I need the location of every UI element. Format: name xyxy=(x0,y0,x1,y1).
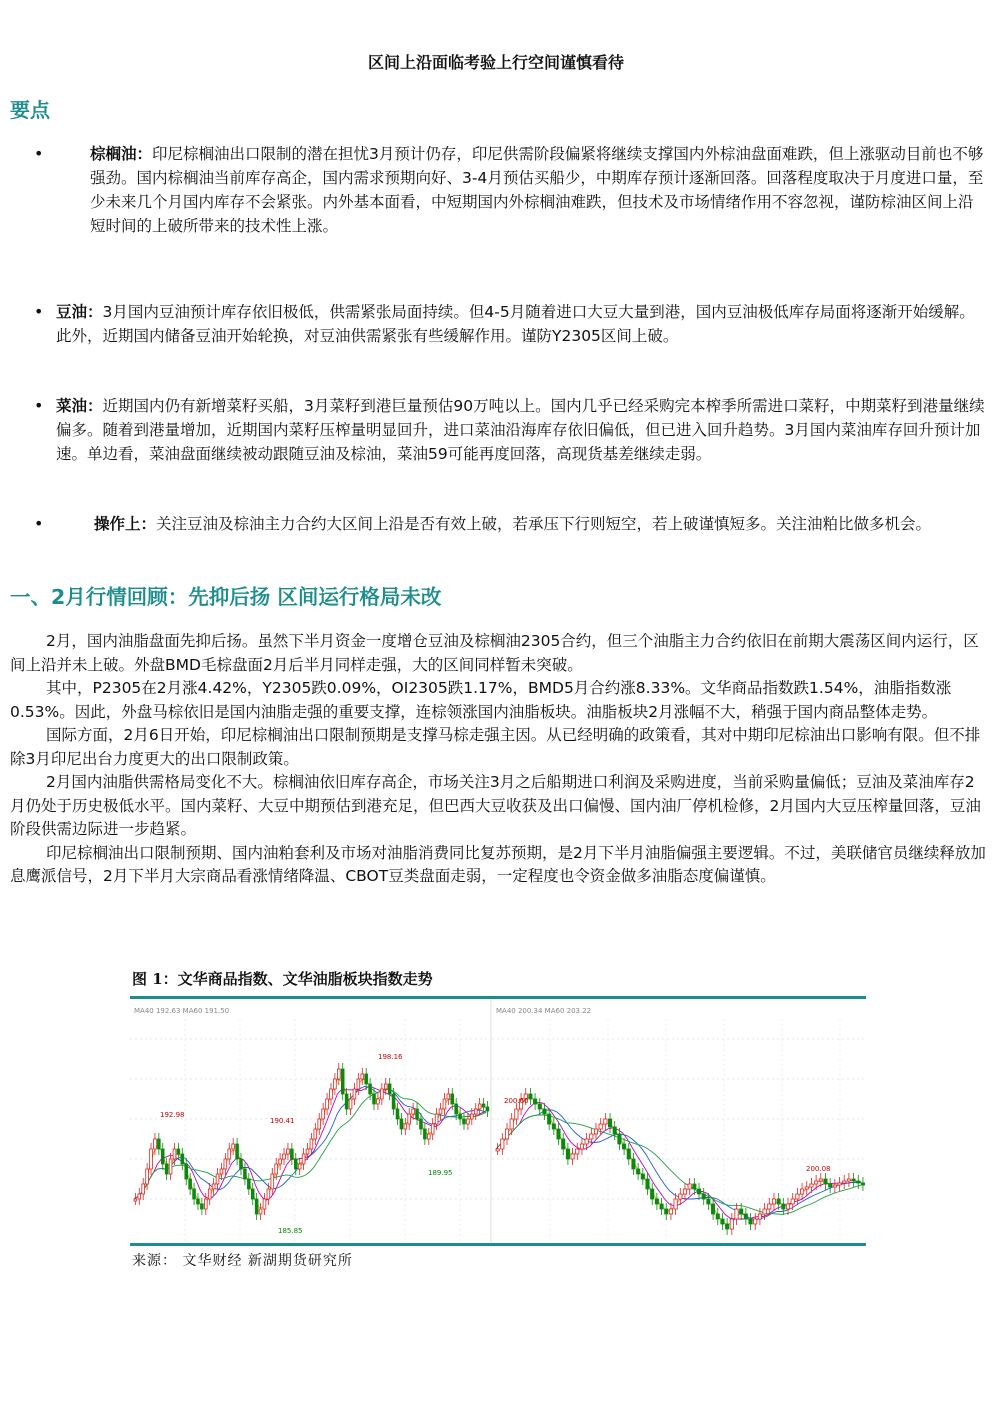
candle-body xyxy=(251,1189,254,1199)
candle-body xyxy=(259,1209,262,1214)
candle-body xyxy=(439,1109,442,1114)
candle-body xyxy=(711,1204,714,1214)
candle-body xyxy=(431,1124,434,1134)
section-body xyxy=(10,630,986,889)
price-label: 192.98 xyxy=(160,1111,185,1119)
candle-body xyxy=(777,1199,780,1204)
candle-body xyxy=(275,1164,278,1174)
candle-body xyxy=(847,1179,850,1181)
candle-body xyxy=(548,1114,551,1124)
candle-body xyxy=(796,1194,799,1199)
candle-body xyxy=(604,1119,607,1124)
candle-body xyxy=(255,1199,258,1214)
candle-body xyxy=(161,1149,164,1164)
candle-body xyxy=(404,1124,407,1129)
candle-body xyxy=(814,1181,817,1184)
candle-body xyxy=(443,1099,446,1109)
candlestick-chart-svg xyxy=(130,999,866,1243)
candle-body xyxy=(169,1159,172,1174)
candle-body xyxy=(463,1119,466,1124)
candle-body xyxy=(353,1089,356,1099)
candle-body xyxy=(420,1119,423,1129)
candle-body xyxy=(427,1134,430,1139)
bullet-icon: • xyxy=(34,514,44,533)
candle-body xyxy=(322,1109,325,1119)
key-point-term: 菜油： xyxy=(56,397,103,415)
candle-body xyxy=(384,1084,387,1089)
candle-body xyxy=(380,1089,383,1099)
candle-body xyxy=(608,1119,611,1127)
candle-body xyxy=(669,1209,672,1214)
candle-body xyxy=(349,1099,352,1109)
candle-body xyxy=(730,1219,733,1229)
candle-body xyxy=(800,1189,803,1194)
key-point-text: 关注豆油及棕油主力合约大区间上沿是否有效上破，若承压下行则短空，若上破谨慎短多。关注油粕比做多机会。 xyxy=(156,515,932,533)
candle-body xyxy=(244,1169,247,1179)
candle-body xyxy=(459,1114,462,1119)
candle-body xyxy=(341,1069,344,1094)
candle-body xyxy=(641,1174,644,1179)
candle-body xyxy=(334,1079,337,1089)
candle-body xyxy=(679,1194,682,1199)
candle-body xyxy=(571,1154,574,1159)
candle-body xyxy=(290,1149,293,1159)
candle-body xyxy=(665,1209,668,1214)
candle-body xyxy=(400,1119,403,1129)
candle-body xyxy=(725,1224,728,1229)
candle-body xyxy=(529,1094,532,1099)
candle-body xyxy=(165,1164,168,1174)
candle-body xyxy=(515,1109,518,1119)
candle-body xyxy=(220,1169,223,1174)
candle-body xyxy=(683,1189,686,1194)
candle-body xyxy=(754,1219,757,1224)
candle-body xyxy=(552,1124,555,1129)
candle-body xyxy=(279,1159,282,1164)
candle-body xyxy=(632,1159,635,1169)
candle-body xyxy=(833,1185,836,1187)
candle-body xyxy=(566,1149,569,1159)
candle-body xyxy=(557,1129,560,1139)
price-label: 189.95 xyxy=(428,1169,453,1177)
candle-body xyxy=(197,1199,200,1204)
candle-body xyxy=(824,1179,827,1184)
candle-body xyxy=(510,1119,513,1129)
candle-body xyxy=(142,1184,145,1194)
candle-body xyxy=(810,1184,813,1187)
figure-source: 来源： 文华财经 新湖期货研究所 xyxy=(132,1253,353,1269)
candle-body xyxy=(838,1183,841,1185)
candle-body xyxy=(693,1184,696,1189)
candlestick-chart xyxy=(130,999,866,1243)
candle-body xyxy=(622,1144,625,1149)
candle-body xyxy=(232,1144,235,1149)
candle-body xyxy=(496,1149,499,1151)
candle-body xyxy=(618,1134,621,1144)
candle-body xyxy=(204,1199,207,1209)
candle-body xyxy=(533,1099,536,1104)
candle-body xyxy=(467,1119,470,1124)
candle-body xyxy=(189,1179,192,1189)
candle-body xyxy=(716,1214,719,1219)
bullet-icon: • xyxy=(34,396,44,415)
candle-body xyxy=(613,1127,616,1134)
figure-caption: 图 1：文华商品指数、文华油脂板块指数走势 xyxy=(132,970,433,988)
candle-body xyxy=(412,1109,415,1114)
candle-body xyxy=(637,1169,640,1174)
candle-body xyxy=(369,1084,372,1094)
candle-body xyxy=(768,1204,771,1209)
candle-body xyxy=(786,1204,789,1209)
candle-body xyxy=(740,1209,743,1214)
candle-body xyxy=(447,1094,450,1099)
candle-body xyxy=(357,1079,360,1089)
candle-body xyxy=(365,1074,368,1084)
key-point-text: 3月国内豆油预计库存依旧极低，供需紧张局面持续。但4-5月随着进口大豆大量到港，国内豆油极低库存局面将逐渐开始缓解。此外，近期国内储备豆油开始轮换，对豆油供需紧张有些缓解作用。谨防Y2305区间上破。 xyxy=(56,303,975,345)
price-label: 200.08 xyxy=(806,1165,831,1173)
candle-body xyxy=(247,1179,250,1189)
candle-body xyxy=(455,1104,458,1114)
candle-body xyxy=(302,1154,305,1164)
paragraph: 2月，国内油脂盘面先抑后扬。虽然下半月资金一度增仓豆油及棕榈油2305合约，但三个油脂主力合约依旧在前期大震荡区间内运行，区间上沿并未上破。外盘BMD毛棕盘面2月后半月同样走强，大的区间同样暂未突破。 xyxy=(10,632,979,674)
candle-body xyxy=(688,1184,691,1189)
candle-body xyxy=(474,1109,477,1114)
candle-body xyxy=(627,1149,630,1159)
candle-body xyxy=(857,1181,860,1183)
candle-body xyxy=(177,1149,180,1154)
candle-body xyxy=(721,1219,724,1224)
candle-body xyxy=(470,1114,473,1119)
candle-body xyxy=(562,1139,565,1149)
candle-body xyxy=(697,1189,700,1194)
candle-body xyxy=(772,1199,775,1204)
figure-bottom-rule xyxy=(130,1243,866,1246)
candle-body xyxy=(287,1149,290,1154)
candle-body xyxy=(791,1199,794,1204)
candle-body xyxy=(267,1189,270,1199)
candle-body xyxy=(306,1149,309,1154)
candle-body xyxy=(271,1174,274,1189)
key-point-text: 近期国内仍有新增菜籽买船，3月菜籽到港巨量预估90万吨以上。国内几乎已经采购完本榨季所需进口菜籽，中期菜籽到港量继续偏多。随着到港量增加，近期国内菜籽压榨量明显回升，进口菜油沿海库存依旧偏低，但已进入回升趋势。3月国内菜油库存回升预计加速。单边看，菜油盘面继续被动跟随豆油及棕油，菜油59可能再度回落，高现货基差继续走弱。 xyxy=(56,397,985,463)
paragraph: 其中，P2305在2月涨4.42%，Y2305跌0.09%，OI2305跌1.17%，BMD5月合约涨8.33%。文华商品指数跌1.54%，油脂指数涨0.53%。因此，外盘马棕依旧是国内油脂走强的重要支撑，连棕领涨国内油脂板块。油脂板块2月涨幅不大，稍强于国内商品整体走势。 xyxy=(10,679,952,721)
candle-body xyxy=(707,1199,710,1204)
candle-body xyxy=(651,1189,654,1199)
paragraph: 国际方面，2月6日开始，印尼棕榈油出口限制预期是支撑马棕走强主因。从已经明确的政策看，其对中期印尼棕油出口影响有限。但不排除3月印尼出台力度更大的出口限制政策。 xyxy=(10,726,981,768)
candle-body xyxy=(216,1174,219,1184)
candle-body xyxy=(702,1194,705,1199)
candle-body xyxy=(744,1214,747,1219)
key-point-operation xyxy=(34,512,988,562)
price-label: 185.85 xyxy=(278,1227,303,1235)
candle-body xyxy=(538,1104,541,1109)
key-point-soybean-oil xyxy=(34,300,988,376)
candle-body xyxy=(735,1209,738,1219)
candle-body xyxy=(660,1204,663,1209)
candle-body xyxy=(283,1154,286,1159)
candle-body xyxy=(294,1159,297,1169)
candle-body xyxy=(435,1114,438,1124)
candle-body xyxy=(599,1124,602,1129)
key-point-term: 棕榈油： xyxy=(90,145,153,163)
candle-body xyxy=(416,1109,419,1119)
candle-body xyxy=(146,1169,149,1184)
candle-body xyxy=(423,1129,426,1139)
candle-body xyxy=(763,1209,766,1214)
candle-body xyxy=(819,1179,822,1181)
candle-body xyxy=(134,1199,137,1201)
candle-body xyxy=(326,1099,329,1109)
candle-body xyxy=(263,1199,266,1209)
key-point-palm-oil xyxy=(34,142,988,242)
bullet-icon: • xyxy=(34,302,44,321)
candle-body xyxy=(392,1094,395,1109)
candle-body xyxy=(655,1199,658,1204)
candle-body xyxy=(590,1134,593,1139)
key-point-text: 印尼棕榈油出口限制的潜在担忧3月预计仍存，印尼供需阶段偏紧将继续支撑国内外棕油盘面难跌，但上涨驱动目前也不够强劲。国内棕榈油当前库存高企，国内需求预期向好、3-4月预估买船少，中期库存预计逐渐回落。回落程度取决于月度进口量，至少未来几个月国内库存不会紧张。内外基本面看，中短期国内外棕榈油难跌，但技术及市场情绪作用不容忽视，谨防棕油区间上沿短时间的上破所带来的技术性上涨。 xyxy=(90,145,984,235)
candle-body xyxy=(501,1139,504,1149)
key-point-rapeseed-oil xyxy=(34,394,988,494)
candle-body xyxy=(505,1129,508,1139)
candle-body xyxy=(240,1159,243,1169)
candle-body xyxy=(852,1179,855,1181)
candle-body xyxy=(861,1183,864,1185)
candle-body xyxy=(330,1089,333,1099)
candle-body xyxy=(805,1187,808,1189)
paragraph: 印尼棕榈油出口限制预期、国内油粕套利及市场对油脂消费同比复苏预期，是2月下半月油脂偏强主要逻辑。不过，美联储官员继续释放加息鹰派信号，2月下半月大宗商品看涨情绪降温、CBOT豆类盘面走弱，一定程度也令资金做多油脂态度偏谨慎。 xyxy=(10,843,986,885)
price-label: 190.41 xyxy=(270,1117,295,1125)
candle-body xyxy=(646,1179,649,1189)
candle-body xyxy=(345,1094,348,1109)
candle-body xyxy=(181,1154,184,1164)
candle-body xyxy=(782,1204,785,1209)
candle-body xyxy=(829,1184,832,1187)
candle-body xyxy=(298,1164,301,1169)
price-label: 200.60 xyxy=(504,1097,529,1105)
candle-body xyxy=(843,1181,846,1183)
candle-body xyxy=(157,1139,160,1149)
candle-body xyxy=(451,1094,454,1104)
candle-body xyxy=(224,1159,227,1169)
candle-body xyxy=(758,1214,761,1219)
candle-body xyxy=(208,1189,211,1199)
candle-body xyxy=(228,1149,231,1159)
candle-body xyxy=(580,1144,583,1149)
paragraph: 2月国内油脂供需格局变化不大。棕榈油依旧库存高企，市场关注3月之后船期进口利润及采购进度，当前采购量偏低；豆油及菜油库存2月仍处于历史极低水平。国内菜籽、大豆中期预估到港充足，但巴西大豆收获及出口偏慢、国内油厂停机检修，2月国内大豆压榨量回落，豆油阶段供需边际进一步趋紧。 xyxy=(10,773,981,838)
candle-body xyxy=(337,1069,340,1079)
document-title: 区间上沿面临考验上行空间谨慎看待 xyxy=(367,53,624,72)
left-panel-legend: MA40 192.63 MA60 191.50 xyxy=(134,1007,230,1015)
candle-body xyxy=(377,1099,380,1104)
figure-1 xyxy=(130,968,866,1270)
section-heading: 一、2月行情回顾：先抑后扬 区间运行格局未改 xyxy=(10,585,442,609)
candle-body xyxy=(396,1109,399,1119)
candle-body xyxy=(674,1199,677,1209)
bullet-icon: • xyxy=(34,144,44,163)
candle-body xyxy=(373,1094,376,1104)
candle-body xyxy=(173,1149,176,1159)
key-point-term: 豆油： xyxy=(56,303,103,321)
candle-body xyxy=(310,1139,313,1149)
candle-body xyxy=(361,1074,364,1079)
key-points-heading: 要点 xyxy=(10,98,50,122)
candle-body xyxy=(486,1107,489,1111)
candle-body xyxy=(749,1219,752,1224)
candle-body xyxy=(314,1129,317,1139)
candle-body xyxy=(543,1109,546,1114)
candle-body xyxy=(388,1084,391,1094)
candle-body xyxy=(576,1149,579,1154)
candle-body xyxy=(585,1139,588,1144)
key-point-term: 操作上： xyxy=(94,515,157,533)
candle-body xyxy=(150,1149,153,1169)
candle-body xyxy=(478,1104,481,1109)
candle-body xyxy=(138,1194,141,1199)
candle-body xyxy=(212,1184,215,1189)
candle-body xyxy=(185,1164,188,1179)
price-label: 198.16 xyxy=(378,1053,403,1061)
candle-body xyxy=(154,1139,157,1149)
candle-body xyxy=(482,1104,485,1107)
candle-body xyxy=(318,1119,321,1129)
candle-body xyxy=(193,1189,196,1199)
candle-body xyxy=(236,1144,239,1159)
candle-body xyxy=(408,1114,411,1124)
candle-body xyxy=(594,1129,597,1134)
candle-body xyxy=(201,1204,204,1209)
right-panel-legend: MA40 200.34 MA60 203.22 xyxy=(496,1007,592,1015)
